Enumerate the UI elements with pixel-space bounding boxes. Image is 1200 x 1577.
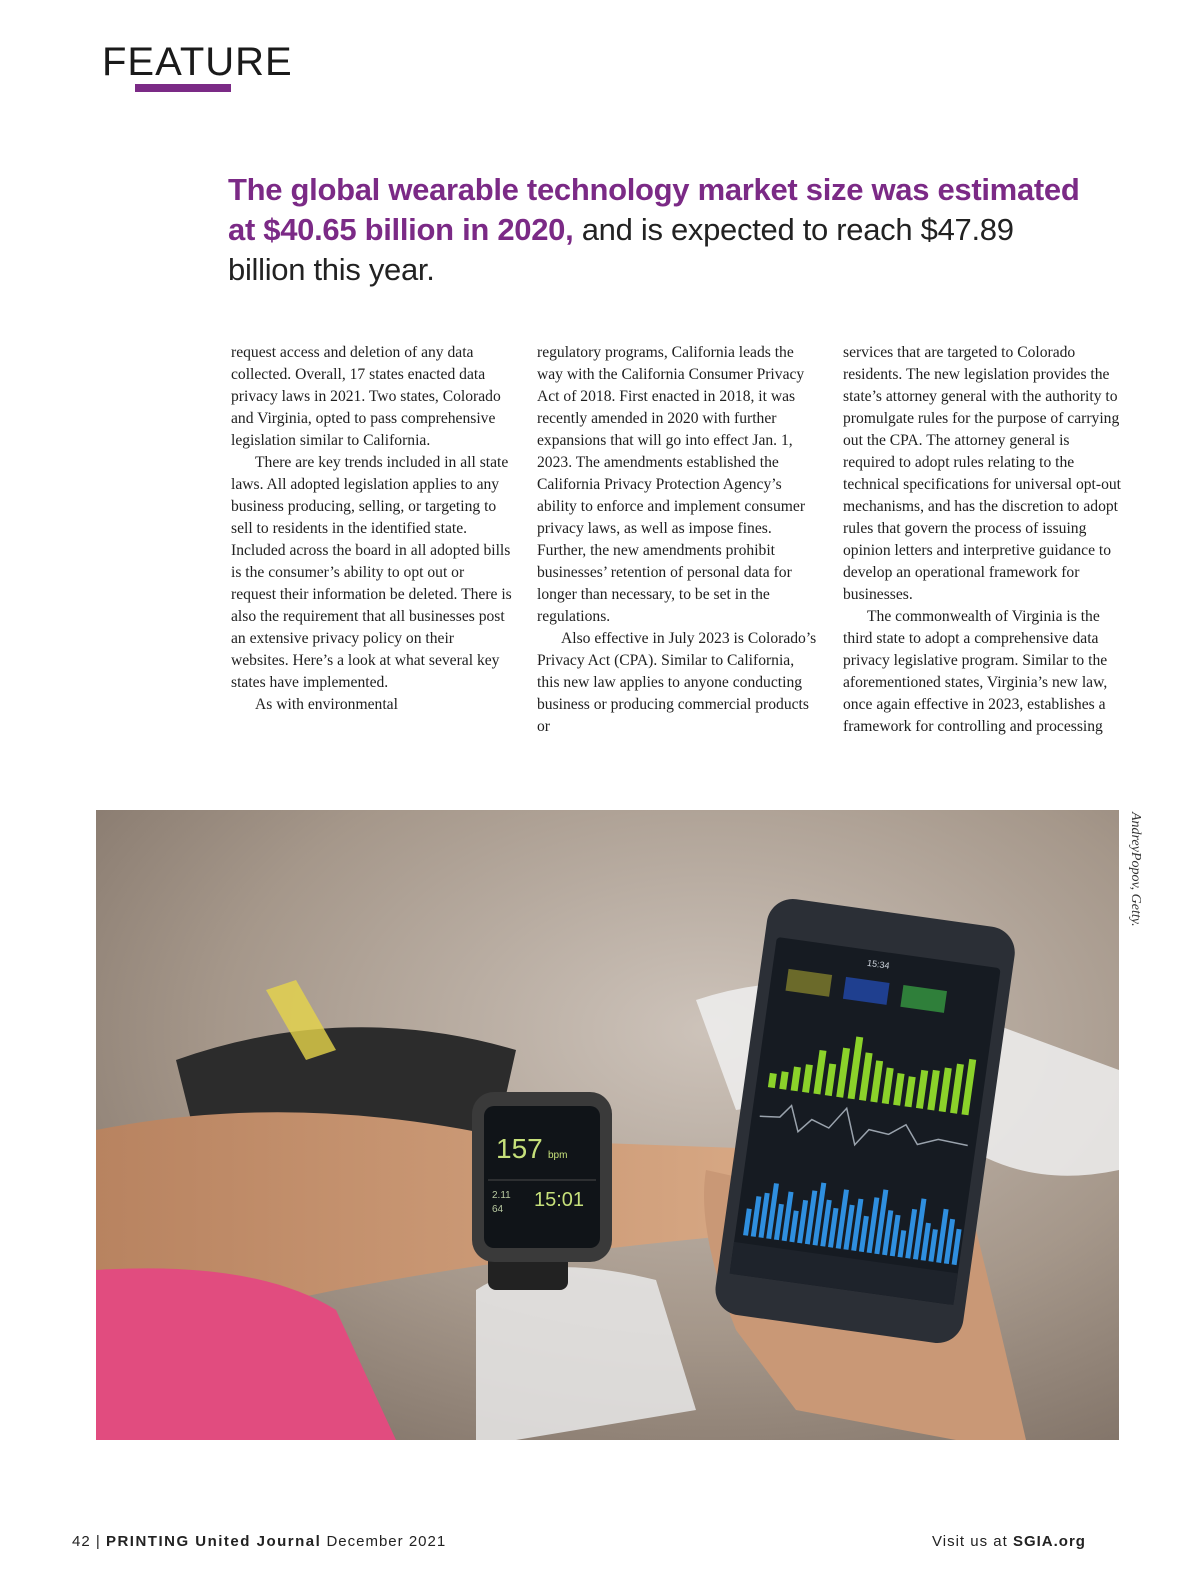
pull-quote: [228, 170, 1088, 290]
section-label: FEATURE: [102, 40, 293, 84]
pull-quote-highlight: The global wearable technology market size was estimated at $40.65 billion in 2020,: [228, 172, 1080, 247]
article-column-2: [537, 342, 819, 738]
paragraph: Also effective in July 2023 is Colorado’s Privacy Act (CPA). Similar to California, this new law applies to anyone conducting business or producing commercial products or: [537, 630, 817, 735]
paragraph: regulatory programs, California leads the way with the California Consumer Privacy Act of 2018. First enacted in 2018, it was recently amended in 2020 with further expansions that will go into effect Jan. 1, 2023. The amendments established the California Privacy Protection Agency’s ability to enforce and implement consumer privacy laws, as well as impose fines. Further, the new amendments prohibit businesses’ retention of personal data for longer than necessary, to be set in the regulations.: [537, 344, 806, 625]
phone-time: 15:34: [866, 957, 891, 971]
footer-folio: [72, 1533, 446, 1550]
footer-website: [932, 1533, 1086, 1550]
article-column-3: [843, 342, 1125, 738]
wearable-photo-illustration: [96, 810, 1119, 1440]
paragraph: The commonwealth of Virginia is the third state to adopt a comprehensive data privacy legislative program. Similar to the aforementioned states, Virginia’s new law, once again effective in 2023, establishes a framework for controlling and processing: [843, 608, 1108, 735]
website-link[interactable]: SGIA.org: [1012, 1533, 1086, 1550]
paragraph: There are key trends included in all state laws. All adopted legislation applies to any business producing, selling, or targeting to sell to residents in the identified state. Included across the board in all adopted bills is the consumer’s ability to opt out or request their information be deleted. There is also the requirement that all businesses post an extensive privacy policy on their websites. Here’s a look at what several key states have implemented.: [231, 454, 512, 691]
pull-quote-rest: and is expected to reach $47.89 billion this year.: [228, 212, 1014, 287]
photo-credit: AndreyPopov, Getty.: [1128, 812, 1143, 927]
watch-bpm: 157: [496, 1133, 543, 1164]
footer-separator: |: [95, 1533, 101, 1550]
visit-text: Visit us at: [932, 1533, 1008, 1550]
journal-name: PRINTING United Journal: [105, 1533, 322, 1550]
section-rule: [135, 84, 231, 92]
paragraph: services that are targeted to Colorado residents. The new legislation provides the state’s attorney general with the authority to promulgate rules for the purpose of carrying out the CPA. The attorney general is required to adopt rules relating to the technical specifications for universal opt-out mechanisms, and has the discretion to adopt rules that govern the process of issuing opinion letters and interpretive guidance to develop an operational framework for businesses.: [843, 344, 1121, 603]
feature-photo: [96, 810, 1119, 1440]
watch-small-value: 64: [492, 1204, 504, 1215]
watch-time: 15:01: [534, 1189, 585, 1211]
paragraph: As with environmental: [255, 696, 398, 713]
article-column-1: [231, 342, 513, 716]
watch-small-value: 2.11: [492, 1190, 511, 1201]
watch-screen: [484, 1106, 600, 1248]
issue-date: December 2021: [326, 1533, 447, 1550]
watch-bpm-unit: bpm: [548, 1150, 568, 1161]
paragraph: request access and deletion of any data collected. Overall, 17 states enacted data privacy laws in 2021. Two states, Colorado and Virginia, opted to pass comprehensive legislation similar to California.: [231, 344, 501, 449]
page-number: 42: [72, 1533, 91, 1550]
